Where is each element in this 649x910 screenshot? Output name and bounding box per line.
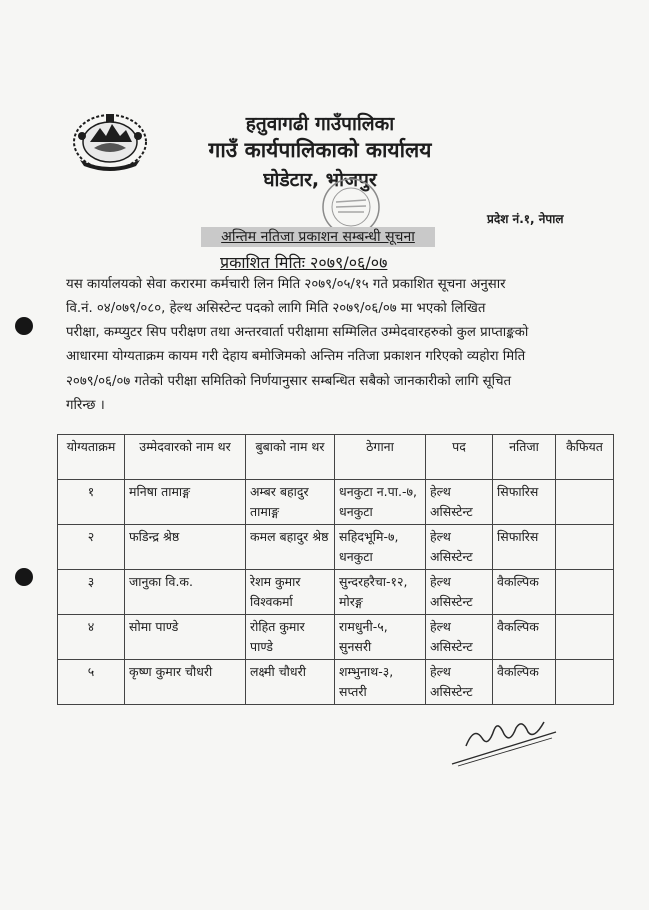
table-row <box>58 570 614 615</box>
cell-result: सिफारिस <box>493 525 556 570</box>
cell-remarks <box>556 570 614 615</box>
cell-result: वैकल्पिक <box>493 660 556 705</box>
cell-candidate-name: कृष्ण कुमार चौधरी <box>125 660 246 705</box>
cell-rank: ५ <box>58 660 125 705</box>
published-date: प्रकाशित मितिः २०७९/०६/०७ <box>220 253 388 272</box>
notice-body-line: गरिन्छ । <box>66 398 105 413</box>
cell-father-name: रेशम कुमार विश्वकर्मा <box>246 570 335 615</box>
cell-candidate-name: फडिन्द्र श्रेष्ठ <box>125 525 246 570</box>
table-row <box>58 480 614 525</box>
cell-address: सहिदभूमि-७, धनकुटा <box>335 525 426 570</box>
cell-post: हेल्थ असिस्टेन्ट <box>426 615 493 660</box>
table-row <box>58 660 614 705</box>
cell-rank: १ <box>58 480 125 525</box>
cell-remarks <box>556 660 614 705</box>
cell-father-name: अम्बर बहादुर तामाङ्ग <box>246 480 335 525</box>
signature-icon <box>448 708 563 770</box>
notice-title: अन्तिम नतिजा प्रकाशन सम्बन्धी सूचना <box>201 227 435 247</box>
cell-candidate-name: जानुका वि.क. <box>125 570 246 615</box>
table-header-row <box>58 435 614 480</box>
notice-body-line: यस कार्यालयको सेवा करारमा कर्मचारी लिन मिति २०७९/०५/१५ गते प्रकाशित सूचना अनुसार <box>66 277 506 292</box>
cell-result: वैकल्पिक <box>493 570 556 615</box>
table-row <box>58 525 614 570</box>
notice-body-line: परीक्षा, कम्प्युटर सिप परीक्षण तथा अन्तरवार्ता परीक्षामा सम्मिलित उम्मेदवारहरुको कुल प्राप्ताङ्कको <box>66 325 529 340</box>
cell-rank: ३ <box>58 570 125 615</box>
cell-post: हेल्थ असिस्टेन्ट <box>426 480 493 525</box>
column-header-result: नतिजा <box>493 435 556 480</box>
cell-father-name: लक्ष्मी चौधरी <box>246 660 335 705</box>
notice-body-line: २०७९/०६/०७ गतेको परीक्षा समितिको निर्णयानुसार सम्बन्धित सबैको जानकारीको लागि सूचित <box>66 374 512 389</box>
cell-address: सुन्दरहरैचा-१२, मोरङ्ग <box>335 570 426 615</box>
office-name: गाउँ कार्यपालिकाको कार्यालय <box>208 138 432 162</box>
notice-body-line: आधारमा योग्यताक्रम कायम गरी देहाय बमोजिमको अन्तिम नतिजा प्रकाशन गरिएको व्यहोरा मिति <box>66 349 526 364</box>
office-location: घोडेटार, भोजपुर <box>263 169 377 191</box>
cell-candidate-name: सोमा पाण्डे <box>125 615 246 660</box>
results-table <box>57 434 614 705</box>
punch-hole <box>15 568 33 586</box>
cell-address: शम्भुनाथ-३, सप्तरी <box>335 660 426 705</box>
cell-father-name: कमल बहादुर श्रेष्ठ <box>246 525 335 570</box>
municipality-name: हतुवागढी गाउँपालिका <box>245 113 395 135</box>
column-header-rank: योग्यताक्रम <box>58 435 125 480</box>
cell-result: वैकल्पिक <box>493 615 556 660</box>
cell-candidate-name: मनिषा तामाङ्ग <box>125 480 246 525</box>
cell-father-name: रोहित कुमार पाण्डे <box>246 615 335 660</box>
province-label: प्रदेश नं.१, नेपाल <box>487 212 564 226</box>
column-header-father-name: बुबाको नाम थर <box>246 435 335 480</box>
cell-remarks <box>556 525 614 570</box>
punch-hole <box>15 317 33 335</box>
cell-rank: ४ <box>58 615 125 660</box>
cell-rank: २ <box>58 525 125 570</box>
cell-address: धनकुटा न.पा.-७, धनकुटा <box>335 480 426 525</box>
cell-post: हेल्थ असिस्टेन्ट <box>426 525 493 570</box>
cell-remarks <box>556 480 614 525</box>
column-header-post: पद <box>426 435 493 480</box>
cell-remarks <box>556 615 614 660</box>
column-header-candidate-name: उम्मेदवारको नाम थर <box>125 435 246 480</box>
cell-address: रामधुनी-५, सुनसरी <box>335 615 426 660</box>
notice-body-line: वि.नं. ०४/०७९/०८०, हेल्थ असिस्टेन्ट पदको लागि मिति २०७९/०६/०७ मा भएको लिखित <box>66 301 486 316</box>
cell-post: हेल्थ असिस्टेन्ट <box>426 570 493 615</box>
cell-post: हेल्थ असिस्टेन्ट <box>426 660 493 705</box>
column-header-address: ठेगाना <box>335 435 426 480</box>
column-header-remarks: कैफियत <box>556 435 614 480</box>
table-row <box>58 615 614 660</box>
nepal-emblem-icon <box>68 108 152 172</box>
cell-result: सिफारिस <box>493 480 556 525</box>
